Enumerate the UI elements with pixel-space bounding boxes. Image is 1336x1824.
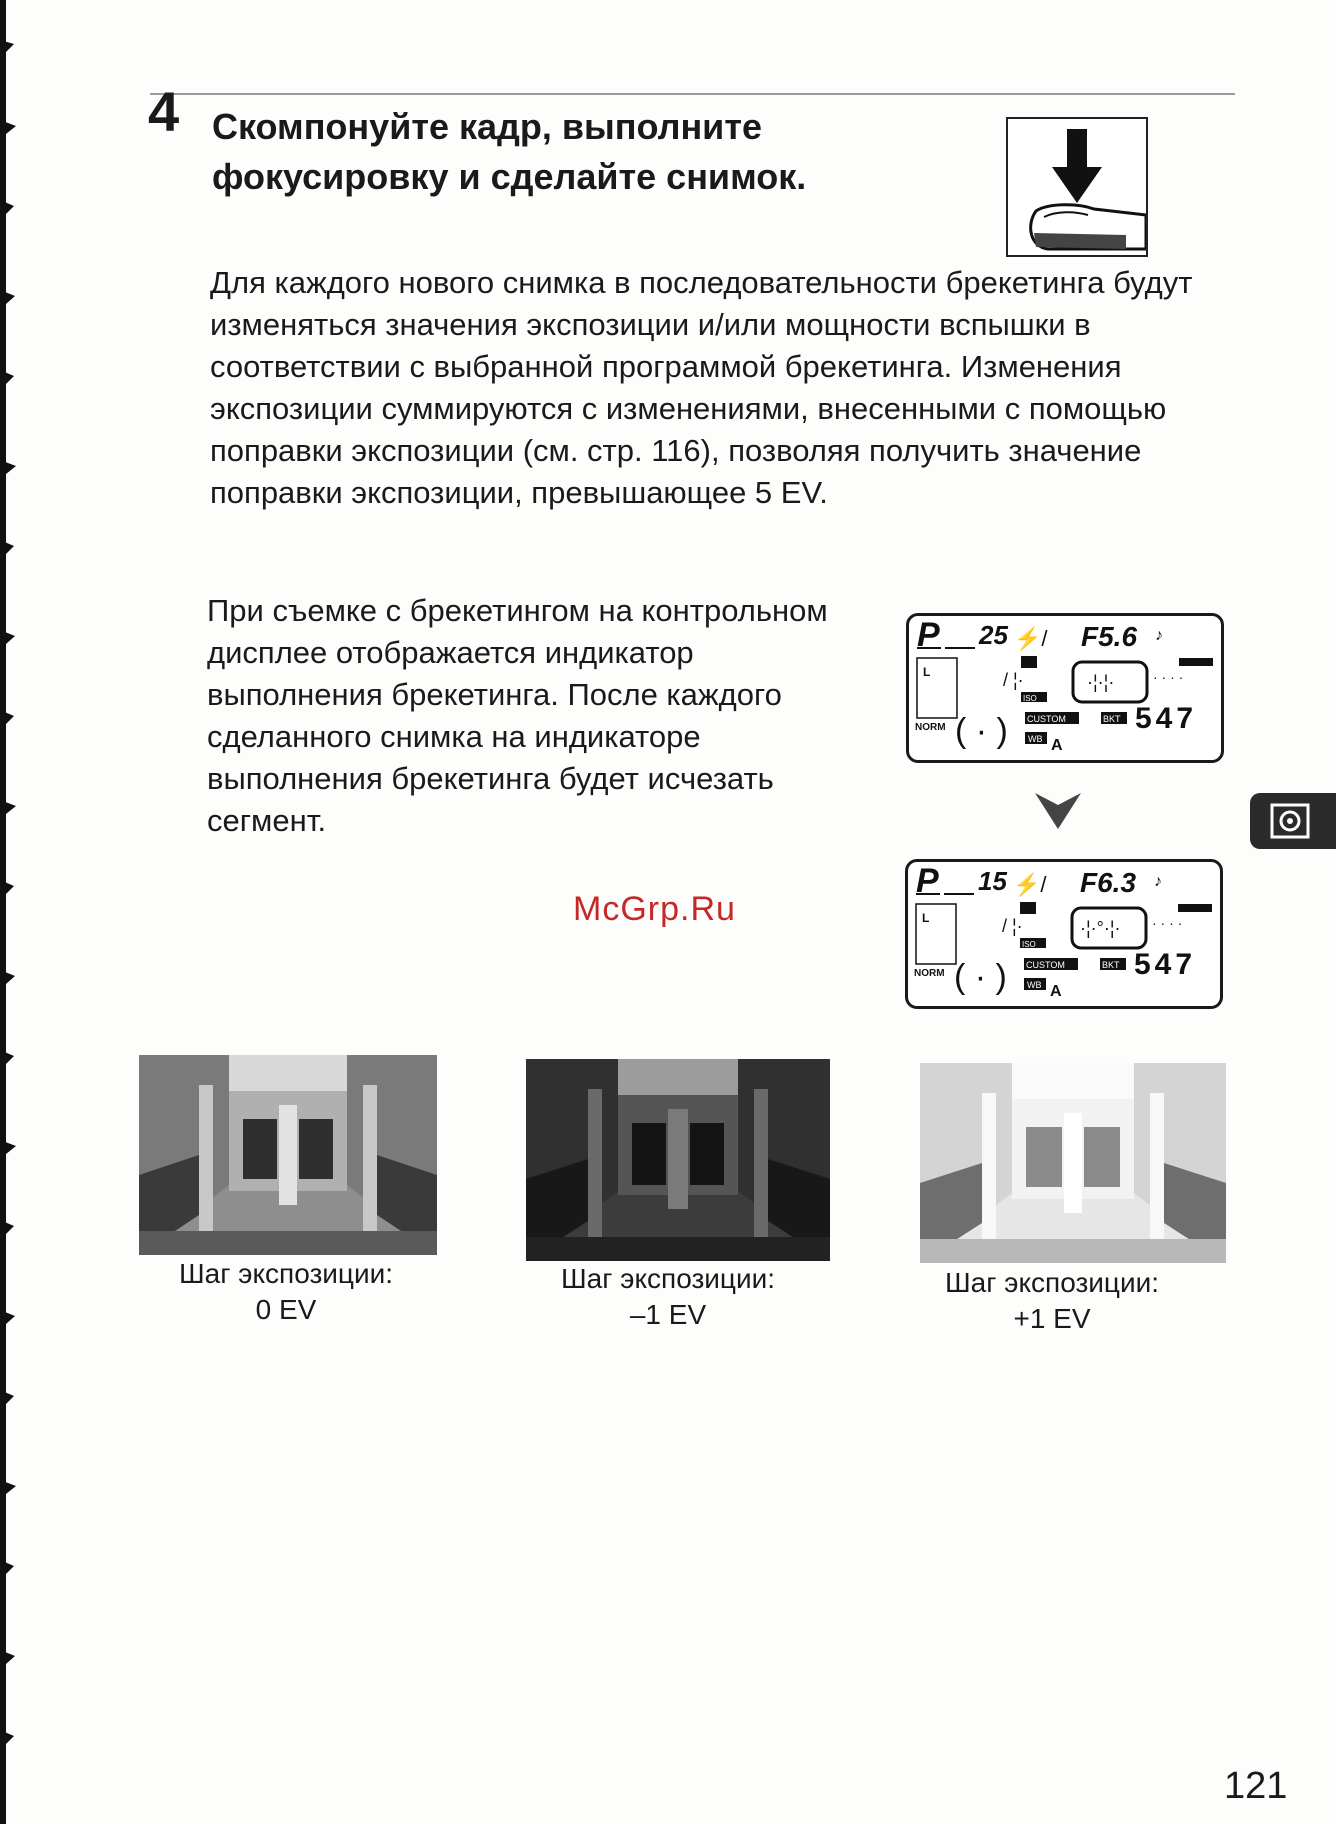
metering-icon (1250, 793, 1336, 849)
photo-caption-0ev (126, 1256, 446, 1328)
section-tab (1250, 793, 1336, 849)
lcd-aperture: F5.6 (1081, 621, 1138, 652)
down-arrow-icon (1035, 793, 1081, 829)
lcd-frame-count: 547 (1135, 702, 1198, 735)
caption-value: –1 EV (629, 1299, 707, 1330)
svg-text:/ ¦·: / ¦· (1002, 916, 1023, 936)
svg-text:⚡/: ⚡/ (1014, 626, 1048, 651)
bracketing-paragraph: Для каждого нового снимка в последовательности брекетинга будут изменяться значения экспозиции и/или мощности вспышки в соответствии с выбранной программой брекетинга. Изменения экспозиции суммируются с изменениями, внесенными с помощью поправки экспозиции (см. стр. 116), позволяя получить значение поправки экспозиции, превышающее 5 EV. (210, 265, 1193, 510)
lcd-wb-value: A (1050, 983, 1062, 1000)
lcd-custom-label: CUSTOM (1027, 714, 1066, 724)
lcd-shutter: 15 (978, 866, 1007, 896)
lcd-wb-label: WB (1027, 980, 1042, 990)
svg-text:· · · ·: · · · · (1152, 915, 1183, 931)
watermark: McGrp.Ru (573, 890, 736, 928)
lcd-shutter: 25 (979, 620, 1008, 650)
lcd-wb-value: A (1051, 737, 1063, 754)
bracketing-photo-0ev (139, 1055, 437, 1255)
step-heading-line1: Скомпонуйте кадр, выполните (212, 106, 762, 147)
svg-text:( · ): ( · ) (954, 958, 1007, 996)
photo-caption-plus1ev (892, 1265, 1212, 1337)
svg-text:⚡/: ⚡/ (1013, 872, 1047, 897)
lcd-quality: NORM (914, 968, 945, 979)
control-panel-display-before (906, 613, 1224, 763)
lcd-iso-tag-label: ISO (1023, 694, 1037, 703)
lcd-mode: P (916, 862, 939, 900)
photo-caption-minus1ev (508, 1261, 828, 1333)
lcd-aperture: F6.3 (1080, 867, 1137, 898)
lcd-iso-tag-label: ISO (1022, 940, 1036, 949)
svg-text:/ ¦·: / ¦· (1003, 670, 1024, 690)
lcd-bkt-label: BKT (1102, 960, 1120, 970)
caption-value: 0 EV (255, 1294, 317, 1325)
control-panel-display-after (905, 859, 1223, 1009)
lcd-image-size: L (923, 665, 931, 679)
bracketing-photo-plus1ev (920, 1063, 1226, 1263)
caption-label: Шаг экспозиции: (178, 1258, 394, 1289)
progress-indicator-paragraph: При съемке с брекетингом на контрольном дисплее отображается индикатор выполнения брекетинга. После каждого сделанного снимка на индикаторе выполнения брекетинга будет исчезать сегмент. (207, 593, 828, 838)
lcd-quality: NORM (915, 722, 946, 733)
caption-label: Шаг экспозиции: (560, 1263, 776, 1294)
caption-value: +1 EV (1013, 1303, 1091, 1334)
bracketing-photo-minus1ev (526, 1059, 830, 1261)
lcd-wb-label: WB (1028, 734, 1043, 744)
bracketing-progress-value: ·¦·¦· (1087, 672, 1115, 692)
lcd-bkt-label: BKT (1103, 714, 1121, 724)
step-number: 4 (148, 80, 180, 143)
lcd-image-size: L (922, 911, 930, 925)
shutter-press-icon (1006, 117, 1148, 257)
lcd-custom-label: CUSTOM (1026, 960, 1065, 970)
binding-edge (0, 0, 22, 1824)
svg-text:· · · ·: · · · · (1153, 669, 1184, 685)
caption-label: Шаг экспозиции: (944, 1267, 1160, 1298)
step-heading-line2: фокусировку и сделайте снимок. (212, 156, 807, 197)
bracketing-progress-value: ·¦·°·¦· (1080, 918, 1121, 938)
top-rule (150, 93, 1235, 95)
page-number: 121 (1224, 1765, 1288, 1807)
step-heading (212, 102, 932, 202)
lcd-mode: P (917, 616, 940, 654)
lcd-frame-count: 547 (1134, 948, 1197, 981)
svg-text:♪: ♪ (1154, 873, 1162, 890)
svg-text:♪: ♪ (1155, 627, 1163, 644)
svg-text:( · ): ( · ) (955, 712, 1008, 750)
